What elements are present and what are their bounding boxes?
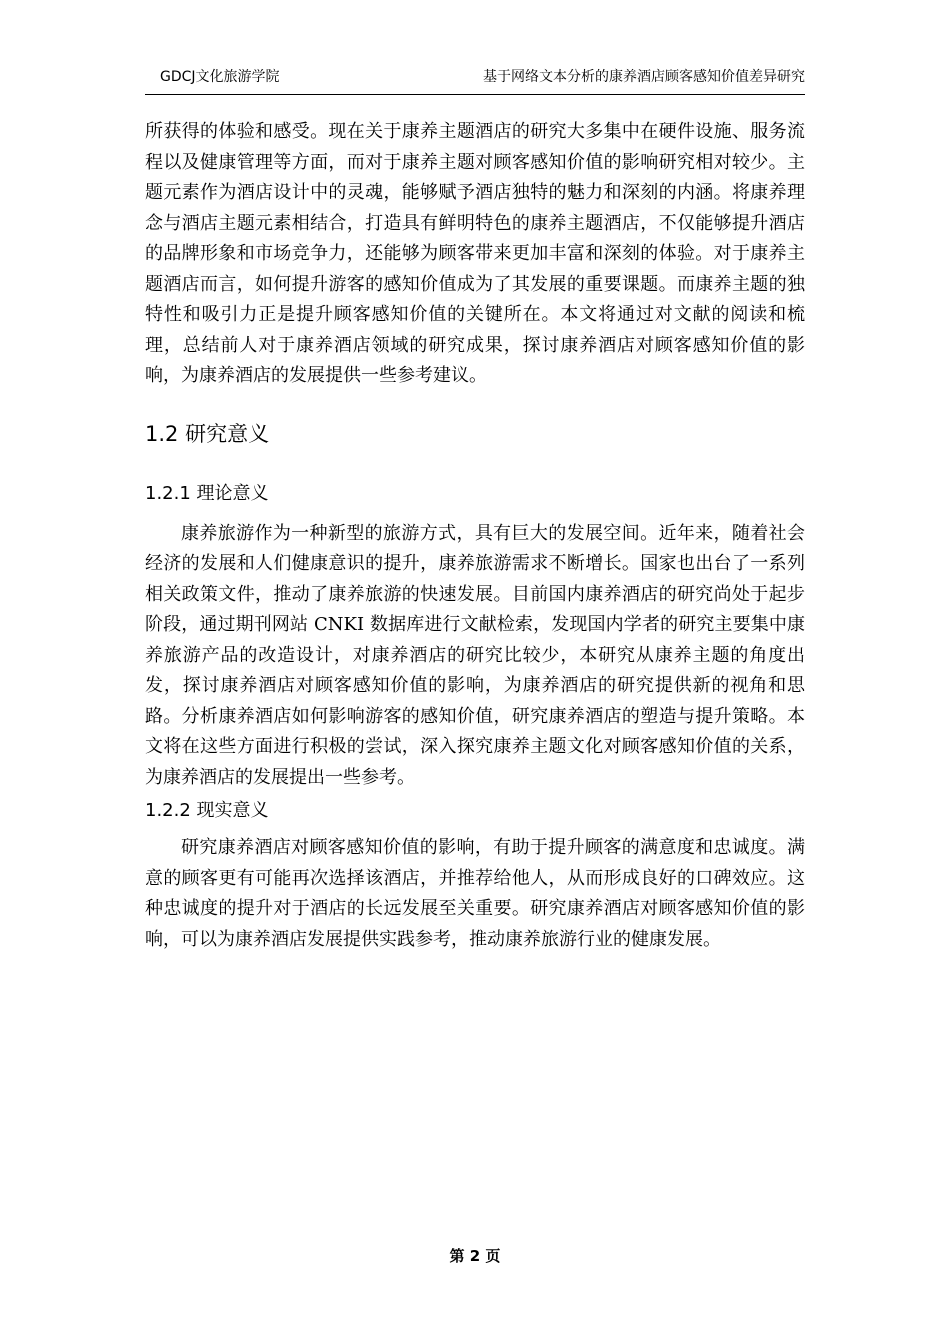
header-institution: GDCJ文化旅游学院 [160,69,280,85]
section-1-2-2-heading: 1.2.2 现实意义 [145,800,269,821]
header-thesis-title: 基于网络文本分析的康养酒店顾客感知价值差异研究 [483,69,805,85]
page-header [160,66,805,88]
page-body [145,117,805,955]
section-1-2-1-heading: 1.2.1 理论意义 [145,482,269,504]
intro-paragraph: 所获得的体验和感受。现在关于康养主题酒店的研究大多集中在硬件设施、服务流程以及健康管理等方面，而对于康养主题对顾客感知价值的影响研究相对较少。主题元素作为酒店设计中的灵魂，能够赋予酒店独特的魅力和深刻的内涵。将康养理念与酒店主题元素相结合，打造具有鲜明特色的康养主题酒店，不仅能够提升酒店的品牌形象和市场竞争力，还能够为顾客带来更加丰富和深刻的体验。对于康养主题酒店而言，如何提升游客的感知价值成为了其发展的重要课题。而康养主题的独特性和吸引力正是提升顾客感知价值的关键所在。本文将通过对文献的阅读和梳理，总结前人对于康养酒店领域的研究成果，探讨康养酒店对顾客感知价值的影响，为康养酒店的发展提供一些参考建议。 [145,121,805,386]
practical-significance-paragraph: 研究康养酒店对顾客感知价值的影响，有助于提升顾客的满意度和忠诚度。满意的顾客更有可能再次选择该酒店，并推荐给他人，从而形成良好的口碑效应。这种忠诚度的提升对于酒店的长远发展至关重要。研究康养酒店对顾客感知价值的影响，可以为康养酒店发展提供实践参考，推动康养旅游行业的健康发展。 [145,837,805,950]
theoretical-significance-paragraph: 康养旅游作为一种新型的旅游方式，具有巨大的发展空间。近年来，随着社会经济的发展和人们健康意识的提升，康养旅游需求不断增长。国家也出台了一系列相关政策文件，推动了康养旅游的快速发展。目前国内康养酒店的研究尚处于起步阶段，通过期刊网站 CNKI 数据库进行文献检索，发现国内学者的研究主要集中康养旅游产品的改造设计，对康养酒店的研究比较少，本研究从康养主题的角度出发，探讨康养酒店对顾客感知价值的影响，为康养酒店的研究提供新的视角和思路。分析康养酒店如何影响游客的感知价值，研究康养酒店的塑造与提升策略。本文将在这些方面进行积极的尝试，深入探究康养主题文化对顾客感知价值的关系，为康养酒店的发展提出一些参考。 [145,522,805,788]
page-number: 第 2 页 [449,1247,501,1265]
header-divider [145,94,805,95]
section-1-2-heading: 1.2 研究意义 [145,421,270,446]
